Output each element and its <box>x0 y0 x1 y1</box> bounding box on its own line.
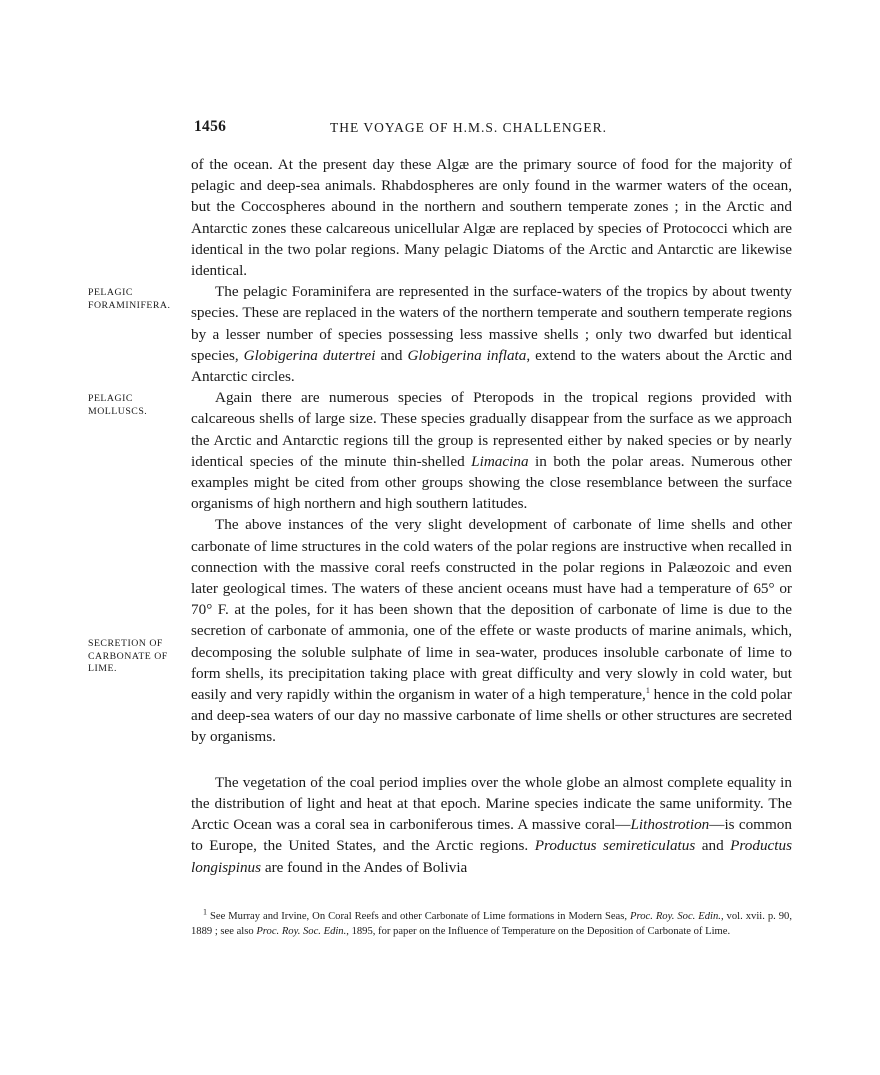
sidenote-pelagic-molluscs <box>88 393 188 418</box>
paragraph-coal-period <box>191 772 792 878</box>
text-run: hence in the cold polar and deep-sea waters of our day no massive carbonate of lime shells or other structures are secreted by organisms. <box>191 686 792 746</box>
paragraph-carbonate-of-lime <box>191 514 792 747</box>
text-run: , vol. xvii. p. 90, 1889 ; see also <box>191 911 792 937</box>
text-run: The above instances of the very slight development of carbonate of lime shells and other carbonate of lime structures in the cold waters of the polar regions are instructive when recalled in connection with the massive coral reefs constructed in the polar regions in Palæozoic and even later geological times. The waters of these ancient oceans must have had a temperature of 65° or 70° F. at the poles, for it has been shown that the deposition of carbonate of lime is due to the secretion of carbonate of ammonia, one of the effete or waste products of marine animals, which, decomposing the soluble sulphate of lime in sea-water, produces insoluble carbonate of lime to form shells, its precipitation taking place with great difficulty and very slowly in cold water, but easily and very rapidly within the organism in water of a high temperature, <box>191 516 792 704</box>
running-title: THE VOYAGE OF H.M.S. CHALLENGER. <box>330 120 608 135</box>
species-name: Globigerina dutertrei <box>243 346 376 364</box>
sidenote-line: PELAGIC <box>88 393 133 404</box>
sidenote-line: FORAMINIFERA. <box>88 299 171 311</box>
sidenote-pelagic-foraminifera <box>88 287 188 312</box>
text-run: The pelagic Foraminifera are represented in the surface-waters of the tropics by about twenty species. These are replaced in the waters of the northern temperate and southern temperate regions by a lesser number of species possessing less massive shells ; only two dwarfed but identical species, <box>191 283 792 364</box>
sidenote-secretion-of-carbonate-of-lime <box>88 638 188 676</box>
footnotes <box>191 909 792 939</box>
paragraph-foraminifera <box>191 281 792 387</box>
sidenote-line: CARBONATE OF <box>88 650 168 662</box>
genus-name: Limacina <box>471 452 529 470</box>
species-name: Productus longispinus <box>191 837 793 876</box>
text-run: and <box>375 346 408 364</box>
main-text <box>191 154 792 878</box>
species-name: Globigerina inflata <box>407 346 527 364</box>
text-run: and <box>695 837 731 855</box>
citation: Proc. Roy. Soc. Edin. <box>256 926 347 937</box>
genus-name: Lithostrotion <box>630 816 710 834</box>
text-run: , extend to the waters about the Arctic and Antarctic circles. <box>191 346 792 386</box>
text-run: are found in the Andes of Bolivia <box>261 858 468 876</box>
text-run: Again there are numerous species of Pteropods in the tropical regions provided with calcareous shells of large size. These species gradually disappear from the surface as we approach the Arctic and Antarctic regions till the group is represented either by naked species or by nearly identical species of the minute thin-shelled <box>191 389 792 470</box>
text-run: in both the polar areas. Numerous other examples might be cited from other groups showing the close resemblance between the surface organisms of high northern and high southern latitudes. <box>191 452 792 513</box>
footnote-reference[interactable]: 1 <box>645 686 650 696</box>
sidenote-line: PELAGIC <box>88 287 133 298</box>
footnote <box>191 909 792 939</box>
citation: Proc. Roy. Soc. Edin. <box>630 911 721 922</box>
page-number: 1456 <box>194 118 227 135</box>
sidenote-line: LIME. <box>88 663 117 675</box>
text-run: , 1895, for paper on the Influence of Temperature on the Deposition of Carbonate of Lime. <box>346 926 731 937</box>
text-run: See Murray and Irvine, On Coral Reefs and other Carbonate of Lime formations in Modern Seas, <box>207 911 631 922</box>
text-run: —is common to Europe, the United States, and the Arctic regions. <box>191 816 792 855</box>
footnote-mark: 1 <box>203 907 207 917</box>
species-name: Productus semireticulatus <box>534 837 696 855</box>
sidenote-line: MOLLUSCS. <box>88 405 148 417</box>
paragraph-algae: of the ocean. At the present day these Algæ are the primary source of food for the majority of pelagic and deep-sea animals. Rhabdospheres are only found in the warmer waters of the ocean, but the Coccospheres abound in the northern and southern temperate zones ; in the Arctic and Antarctic zones these calcareous unicellular Algæ are replaced by species of Protococci which are identical in the two polar regions. Many pelagic Diatoms of the Arctic and Antarctic are likewise identical. <box>191 156 792 280</box>
paragraph-pteropods <box>191 387 792 514</box>
sidenote-line: SECRETION OF <box>88 638 163 649</box>
text-run: The vegetation of the coal period implies over the whole globe an almost complete equality in the distribution of light and heat at that epoch. Marine species indicate the same uniformity. The Arctic Ocean was a coral sea in carboniferous times. A massive coral— <box>191 773 792 834</box>
